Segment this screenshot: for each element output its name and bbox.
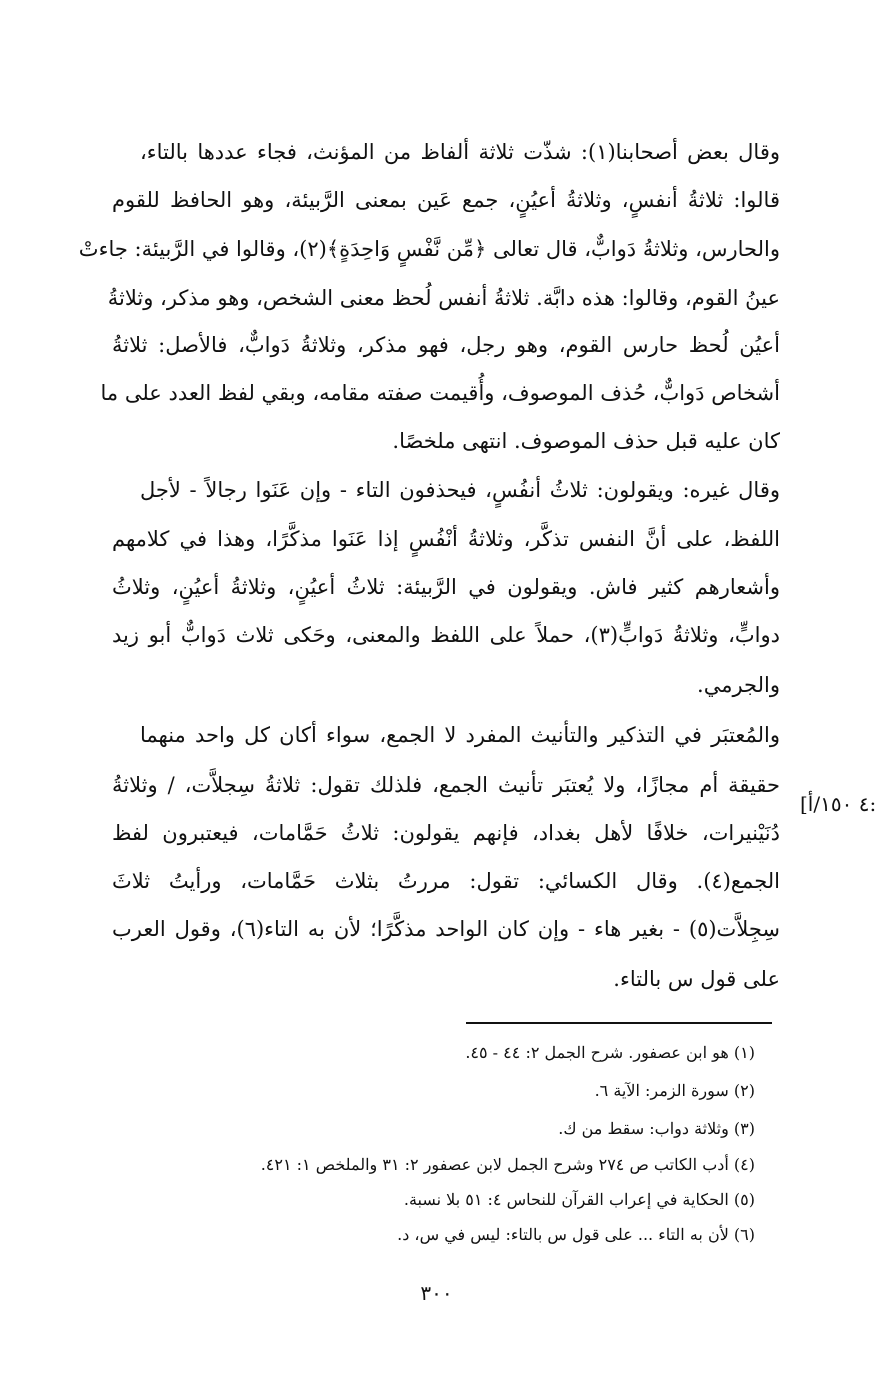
text-line: أشخاص دَوابٌّ، حُذف الموصوف، وأُقيمت صفته مقامه، وبقي لفظ العدد على ما: [100, 381, 780, 405]
footnote: (٣) وثلاثة دواب: سقط من ك.: [558, 1119, 755, 1138]
footnote: (٦) لأن به التاء ... على قول س بالتاء: ليس في س، د.: [397, 1225, 755, 1244]
text-line: والمُعتبَر في التذكير والتأنيث المفرد لا الجمع، سواء أكان كل واحد منهما: [140, 723, 780, 747]
text-line: على قول س بالتاء.: [613, 967, 780, 991]
text-line: اللفظ، على أنَّ النفس تذكَّر، وثلاثةُ أنْفُسٍ إذا عَنَوا مذكَّرًا، وهذا في كلامهم: [112, 527, 780, 551]
footnote: (٥) الحكاية في إعراب القرآن للنحاس ٤: ٥١ بلا نسبة.: [403, 1190, 755, 1209]
text-line: والجرمي.: [697, 673, 780, 697]
text-line: وأشعارهم كثير فاش. ويقولون في الرَّبيئة: ثلاثُ أعيُنٍ، وثلاثةُ أعيُنٍ، وثلاثُ: [112, 575, 780, 599]
text-line: دُنَيْنيرات، خلافًا لأهل بغداد، فإنهم يقولون: ثلاثُ حَمَّامات، فيعتبرون لفظ: [112, 821, 780, 845]
page-number: ٣٠٠: [420, 1281, 453, 1305]
text-line: سِجِلاَّت(٥) - بغير هاء - وإن كان الواحد مذكَّرًا؛ لأن به التاء(٦)، وقول العرب: [112, 917, 781, 941]
footnote: (٢) سورة الزمر: الآية ٦.: [594, 1081, 755, 1100]
text-line: وقال بعض أصحابنا(١): شذّت ثلاثة ألفاظ من المؤنث، فجاء عددها بالتاء،: [140, 140, 780, 164]
footnote: (١) هو ابن عصفور. شرح الجمل ٢: ٤٤ - ٤٥.: [465, 1043, 755, 1062]
text-line: حقيقة أم مجازًا، ولا يُعتبَر تأنيث الجمع، فلذلك تقول: ثلاثةُ سِجلاَّت، / وثلاثةُ: [112, 773, 780, 797]
manuscript-folio-reference: :٤ ١٥٠/أ]: [800, 792, 876, 816]
text-line: كان عليه قبل حذف الموصوف. انتهى ملخصًا.: [392, 429, 780, 453]
text-line: والحارس، وثلاثةُ دَوابٌّ، قال تعالى ﴿مِّن نَّفْسٍ وَاحِدَةٍ﴾(٢)، وقالوا في الرَّبيئة: جاءتْ: [78, 237, 780, 261]
footnote-separator: [466, 1022, 772, 1024]
text-line: دوابٍّ، وثلاثةُ دَوابٍّ(٣)، حملاً على اللفظ والمعنى، وحَكى ثلاث دَوابٌّ أبو زيد: [112, 623, 780, 647]
text-line: عينُ القوم، وقالوا: هذه دابَّة. ثلاثةُ أنفس لُحظ معنى الشخص، وهو مذكر، وثلاثةُ: [107, 286, 780, 310]
footnote: (٤) أدب الكاتب ص ٢٧٤ وشرح الجمل لابن عصفور ٢: ٣١ والملخص ١: ٤٢١.: [260, 1155, 755, 1174]
text-line: قالوا: ثلاثةُ أنفسٍ، وثلاثةُ أعيُنٍ، جمع عَين بمعنى الرَّبيئة، وهو الحافظ للقوم: [112, 188, 780, 212]
text-line: الجمع(٤). وقال الكسائي: تقول: مررتُ بثلاث حَمَّامات، ورأيتُ ثلاثَ: [112, 869, 780, 893]
text-line: وقال غيره: ويقولون: ثلاثُ أنفُسٍ، فيحذفون التاء - وإن عَنَوا رجالاً - لأجل: [140, 478, 780, 502]
text-line: أعيُن لُحظ حارس القوم، وهو رجل، فهو مذكر، وثلاثةُ دَوابٌّ، فالأصل: ثلاثةُ: [112, 333, 780, 357]
